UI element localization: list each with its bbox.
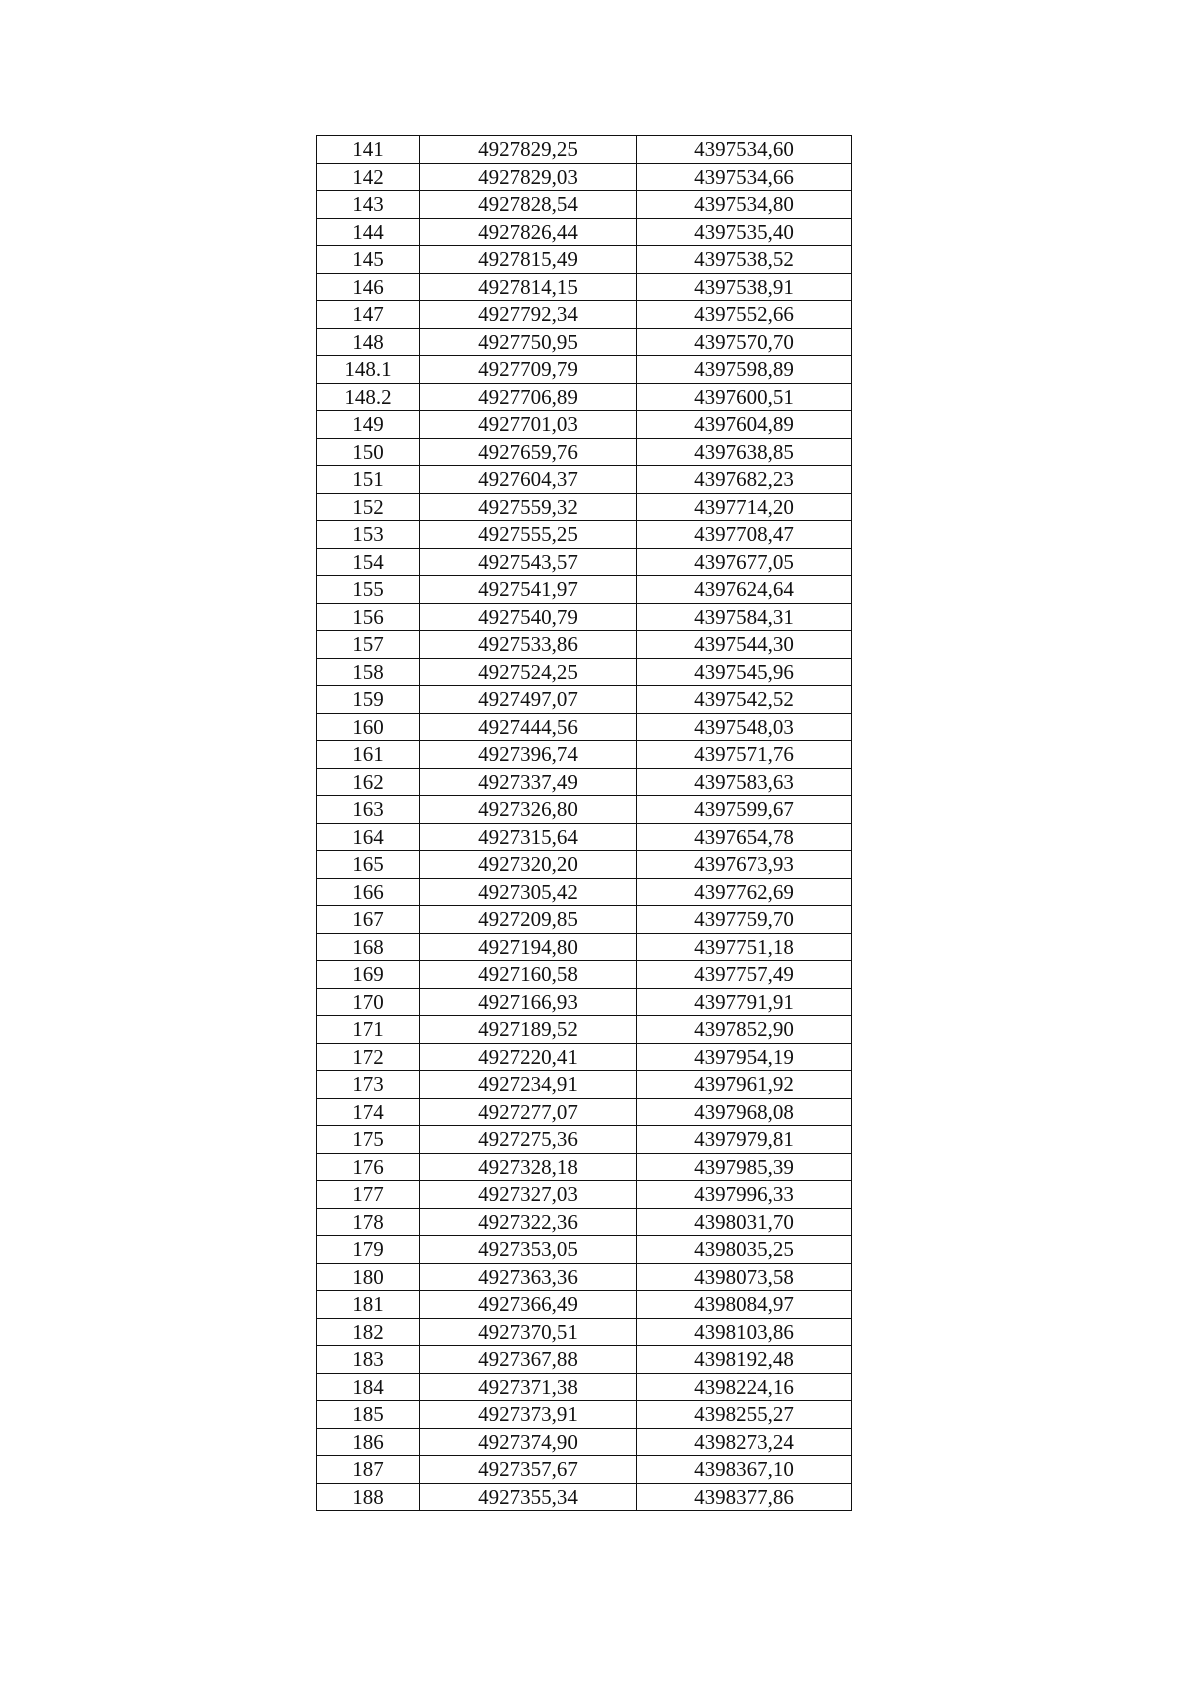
table-row — [317, 1043, 852, 1071]
point-number-cell: 154 — [317, 548, 420, 576]
x-coordinate-cell: 4927373,91 — [420, 1401, 637, 1429]
point-number-cell: 149 — [317, 411, 420, 439]
table-row — [317, 1016, 852, 1044]
point-number-cell: 156 — [317, 603, 420, 631]
table-row — [317, 906, 852, 934]
y-coordinate-cell: 4398084,97 — [637, 1291, 852, 1319]
table-row — [317, 1263, 852, 1291]
y-coordinate-cell: 4397599,67 — [637, 796, 852, 824]
y-coordinate-cell: 4397538,52 — [637, 246, 852, 274]
y-coordinate-cell: 4398367,10 — [637, 1456, 852, 1484]
x-coordinate-cell: 4927604,37 — [420, 466, 637, 494]
table-row — [317, 191, 852, 219]
point-number-cell: 179 — [317, 1236, 420, 1264]
table-row — [317, 988, 852, 1016]
x-coordinate-cell: 4927160,58 — [420, 961, 637, 989]
y-coordinate-cell: 4397791,91 — [637, 988, 852, 1016]
y-coordinate-cell: 4397961,92 — [637, 1071, 852, 1099]
x-coordinate-cell: 4927540,79 — [420, 603, 637, 631]
table-row — [317, 713, 852, 741]
x-coordinate-cell: 4927194,80 — [420, 933, 637, 961]
y-coordinate-cell: 4397852,90 — [637, 1016, 852, 1044]
table-row — [317, 273, 852, 301]
point-number-cell: 169 — [317, 961, 420, 989]
x-coordinate-cell: 4927220,41 — [420, 1043, 637, 1071]
x-coordinate-cell: 4927366,49 — [420, 1291, 637, 1319]
point-number-cell: 186 — [317, 1428, 420, 1456]
point-number-cell: 162 — [317, 768, 420, 796]
y-coordinate-cell: 4398224,16 — [637, 1373, 852, 1401]
point-number-cell: 155 — [317, 576, 420, 604]
table-row — [317, 218, 852, 246]
table-row — [317, 768, 852, 796]
point-number-cell: 180 — [317, 1263, 420, 1291]
table-row — [317, 1126, 852, 1154]
y-coordinate-cell: 4397544,30 — [637, 631, 852, 659]
x-coordinate-cell: 4927709,79 — [420, 356, 637, 384]
table-row — [317, 1346, 852, 1374]
x-coordinate-cell: 4927320,20 — [420, 851, 637, 879]
table-row — [317, 1291, 852, 1319]
x-coordinate-cell: 4927792,34 — [420, 301, 637, 329]
y-coordinate-cell: 4397534,60 — [637, 136, 852, 164]
point-number-cell: 151 — [317, 466, 420, 494]
point-number-cell: 184 — [317, 1373, 420, 1401]
y-coordinate-cell: 4397968,08 — [637, 1098, 852, 1126]
point-number-cell: 167 — [317, 906, 420, 934]
table-row — [317, 1181, 852, 1209]
y-coordinate-cell: 4397682,23 — [637, 466, 852, 494]
x-coordinate-cell: 4927209,85 — [420, 906, 637, 934]
table-row — [317, 163, 852, 191]
y-coordinate-cell: 4398103,86 — [637, 1318, 852, 1346]
point-number-cell: 188 — [317, 1483, 420, 1511]
x-coordinate-cell: 4927701,03 — [420, 411, 637, 439]
table-row — [317, 136, 852, 164]
y-coordinate-cell: 4397673,93 — [637, 851, 852, 879]
point-number-cell: 148 — [317, 328, 420, 356]
table-row — [317, 878, 852, 906]
x-coordinate-cell: 4927659,76 — [420, 438, 637, 466]
point-number-cell: 177 — [317, 1181, 420, 1209]
y-coordinate-cell: 4397583,63 — [637, 768, 852, 796]
point-number-cell: 148.1 — [317, 356, 420, 384]
x-coordinate-cell: 4927370,51 — [420, 1318, 637, 1346]
table-row — [317, 1153, 852, 1181]
point-number-cell: 178 — [317, 1208, 420, 1236]
y-coordinate-cell: 4397759,70 — [637, 906, 852, 934]
table-row — [317, 686, 852, 714]
y-coordinate-cell: 4397762,69 — [637, 878, 852, 906]
y-coordinate-cell: 4397545,96 — [637, 658, 852, 686]
point-number-cell: 144 — [317, 218, 420, 246]
point-number-cell: 176 — [317, 1153, 420, 1181]
table-row — [317, 1401, 852, 1429]
y-coordinate-cell: 4397598,89 — [637, 356, 852, 384]
table-row — [317, 411, 852, 439]
y-coordinate-cell: 4398377,86 — [637, 1483, 852, 1511]
point-number-cell: 164 — [317, 823, 420, 851]
y-coordinate-cell: 4397542,52 — [637, 686, 852, 714]
y-coordinate-cell: 4397677,05 — [637, 548, 852, 576]
point-number-cell: 141 — [317, 136, 420, 164]
table-row — [317, 1236, 852, 1264]
x-coordinate-cell: 4927533,86 — [420, 631, 637, 659]
x-coordinate-cell: 4927322,36 — [420, 1208, 637, 1236]
y-coordinate-cell: 4398073,58 — [637, 1263, 852, 1291]
x-coordinate-cell: 4927374,90 — [420, 1428, 637, 1456]
point-number-cell: 175 — [317, 1126, 420, 1154]
point-number-cell: 161 — [317, 741, 420, 769]
x-coordinate-cell: 4927815,49 — [420, 246, 637, 274]
x-coordinate-cell: 4927353,05 — [420, 1236, 637, 1264]
point-number-cell: 152 — [317, 493, 420, 521]
table-row — [317, 631, 852, 659]
table-row — [317, 823, 852, 851]
table-row — [317, 301, 852, 329]
table-row — [317, 851, 852, 879]
x-coordinate-cell: 4927826,44 — [420, 218, 637, 246]
x-coordinate-cell: 4927315,64 — [420, 823, 637, 851]
x-coordinate-cell: 4927363,36 — [420, 1263, 637, 1291]
point-number-cell: 172 — [317, 1043, 420, 1071]
point-number-cell: 153 — [317, 521, 420, 549]
x-coordinate-cell: 4927497,07 — [420, 686, 637, 714]
point-number-cell: 148.2 — [317, 383, 420, 411]
table-row — [317, 548, 852, 576]
x-coordinate-cell: 4927327,03 — [420, 1181, 637, 1209]
table-row — [317, 796, 852, 824]
table-row — [317, 1373, 852, 1401]
table-row — [317, 1098, 852, 1126]
table-row — [317, 933, 852, 961]
point-number-cell: 171 — [317, 1016, 420, 1044]
y-coordinate-cell: 4397714,20 — [637, 493, 852, 521]
x-coordinate-cell: 4927541,97 — [420, 576, 637, 604]
y-coordinate-cell: 4398255,27 — [637, 1401, 852, 1429]
table-row — [317, 1456, 852, 1484]
x-coordinate-cell: 4927750,95 — [420, 328, 637, 356]
y-coordinate-cell: 4397638,85 — [637, 438, 852, 466]
point-number-cell: 163 — [317, 796, 420, 824]
y-coordinate-cell: 4397654,78 — [637, 823, 852, 851]
point-number-cell: 165 — [317, 851, 420, 879]
point-number-cell: 160 — [317, 713, 420, 741]
y-coordinate-cell: 4397535,40 — [637, 218, 852, 246]
y-coordinate-cell: 4398192,48 — [637, 1346, 852, 1374]
point-number-cell: 145 — [317, 246, 420, 274]
point-number-cell: 159 — [317, 686, 420, 714]
x-coordinate-cell: 4927328,18 — [420, 1153, 637, 1181]
x-coordinate-cell: 4927305,42 — [420, 878, 637, 906]
point-number-cell: 173 — [317, 1071, 420, 1099]
table-row — [317, 1208, 852, 1236]
point-number-cell: 142 — [317, 163, 420, 191]
point-number-cell: 157 — [317, 631, 420, 659]
x-coordinate-cell: 4927234,91 — [420, 1071, 637, 1099]
y-coordinate-cell: 4397985,39 — [637, 1153, 852, 1181]
y-coordinate-cell: 4398035,25 — [637, 1236, 852, 1264]
y-coordinate-cell: 4397996,33 — [637, 1181, 852, 1209]
x-coordinate-cell: 4927337,49 — [420, 768, 637, 796]
y-coordinate-cell: 4397534,80 — [637, 191, 852, 219]
y-coordinate-cell: 4397534,66 — [637, 163, 852, 191]
x-coordinate-cell: 4927357,67 — [420, 1456, 637, 1484]
y-coordinate-cell: 4397570,70 — [637, 328, 852, 356]
point-number-cell: 183 — [317, 1346, 420, 1374]
point-number-cell: 170 — [317, 988, 420, 1016]
x-coordinate-cell: 4927829,03 — [420, 163, 637, 191]
x-coordinate-cell: 4927371,38 — [420, 1373, 637, 1401]
y-coordinate-cell: 4397954,19 — [637, 1043, 852, 1071]
x-coordinate-cell: 4927559,32 — [420, 493, 637, 521]
y-coordinate-cell: 4398273,24 — [637, 1428, 852, 1456]
point-number-cell: 150 — [317, 438, 420, 466]
table-row — [317, 493, 852, 521]
point-number-cell: 181 — [317, 1291, 420, 1319]
y-coordinate-cell: 4397624,64 — [637, 576, 852, 604]
x-coordinate-cell: 4927524,25 — [420, 658, 637, 686]
y-coordinate-cell: 4397751,18 — [637, 933, 852, 961]
x-coordinate-cell: 4927814,15 — [420, 273, 637, 301]
x-coordinate-cell: 4927355,34 — [420, 1483, 637, 1511]
y-coordinate-cell: 4397979,81 — [637, 1126, 852, 1154]
table-row — [317, 961, 852, 989]
point-number-cell: 158 — [317, 658, 420, 686]
y-coordinate-cell: 4397600,51 — [637, 383, 852, 411]
y-coordinate-cell: 4398031,70 — [637, 1208, 852, 1236]
x-coordinate-cell: 4927166,93 — [420, 988, 637, 1016]
x-coordinate-cell: 4927189,52 — [420, 1016, 637, 1044]
table-row — [317, 1483, 852, 1511]
coordinates-table-body — [317, 136, 852, 1511]
table-row — [317, 521, 852, 549]
point-number-cell: 174 — [317, 1098, 420, 1126]
x-coordinate-cell: 4927396,74 — [420, 741, 637, 769]
table-row — [317, 246, 852, 274]
y-coordinate-cell: 4397604,89 — [637, 411, 852, 439]
point-number-cell: 185 — [317, 1401, 420, 1429]
y-coordinate-cell: 4397548,03 — [637, 713, 852, 741]
x-coordinate-cell: 4927367,88 — [420, 1346, 637, 1374]
x-coordinate-cell: 4927543,57 — [420, 548, 637, 576]
point-number-cell: 187 — [317, 1456, 420, 1484]
table-row — [317, 576, 852, 604]
x-coordinate-cell: 4927277,07 — [420, 1098, 637, 1126]
table-row — [317, 1318, 852, 1346]
x-coordinate-cell: 4927706,89 — [420, 383, 637, 411]
y-coordinate-cell: 4397757,49 — [637, 961, 852, 989]
table-row — [317, 438, 852, 466]
table-row — [317, 383, 852, 411]
table-row — [317, 466, 852, 494]
point-number-cell: 143 — [317, 191, 420, 219]
point-number-cell: 182 — [317, 1318, 420, 1346]
table-row — [317, 603, 852, 631]
x-coordinate-cell: 4927829,25 — [420, 136, 637, 164]
table-row — [317, 1071, 852, 1099]
table-row — [317, 328, 852, 356]
table-row — [317, 658, 852, 686]
point-number-cell: 166 — [317, 878, 420, 906]
y-coordinate-cell: 4397538,91 — [637, 273, 852, 301]
y-coordinate-cell: 4397708,47 — [637, 521, 852, 549]
x-coordinate-cell: 4927275,36 — [420, 1126, 637, 1154]
x-coordinate-cell: 4927444,56 — [420, 713, 637, 741]
x-coordinate-cell: 4927326,80 — [420, 796, 637, 824]
y-coordinate-cell: 4397552,66 — [637, 301, 852, 329]
table-row — [317, 1428, 852, 1456]
x-coordinate-cell: 4927828,54 — [420, 191, 637, 219]
x-coordinate-cell: 4927555,25 — [420, 521, 637, 549]
y-coordinate-cell: 4397571,76 — [637, 741, 852, 769]
coordinates-table — [316, 135, 852, 1511]
y-coordinate-cell: 4397584,31 — [637, 603, 852, 631]
point-number-cell: 168 — [317, 933, 420, 961]
point-number-cell: 147 — [317, 301, 420, 329]
point-number-cell: 146 — [317, 273, 420, 301]
table-row — [317, 741, 852, 769]
table-row — [317, 356, 852, 384]
